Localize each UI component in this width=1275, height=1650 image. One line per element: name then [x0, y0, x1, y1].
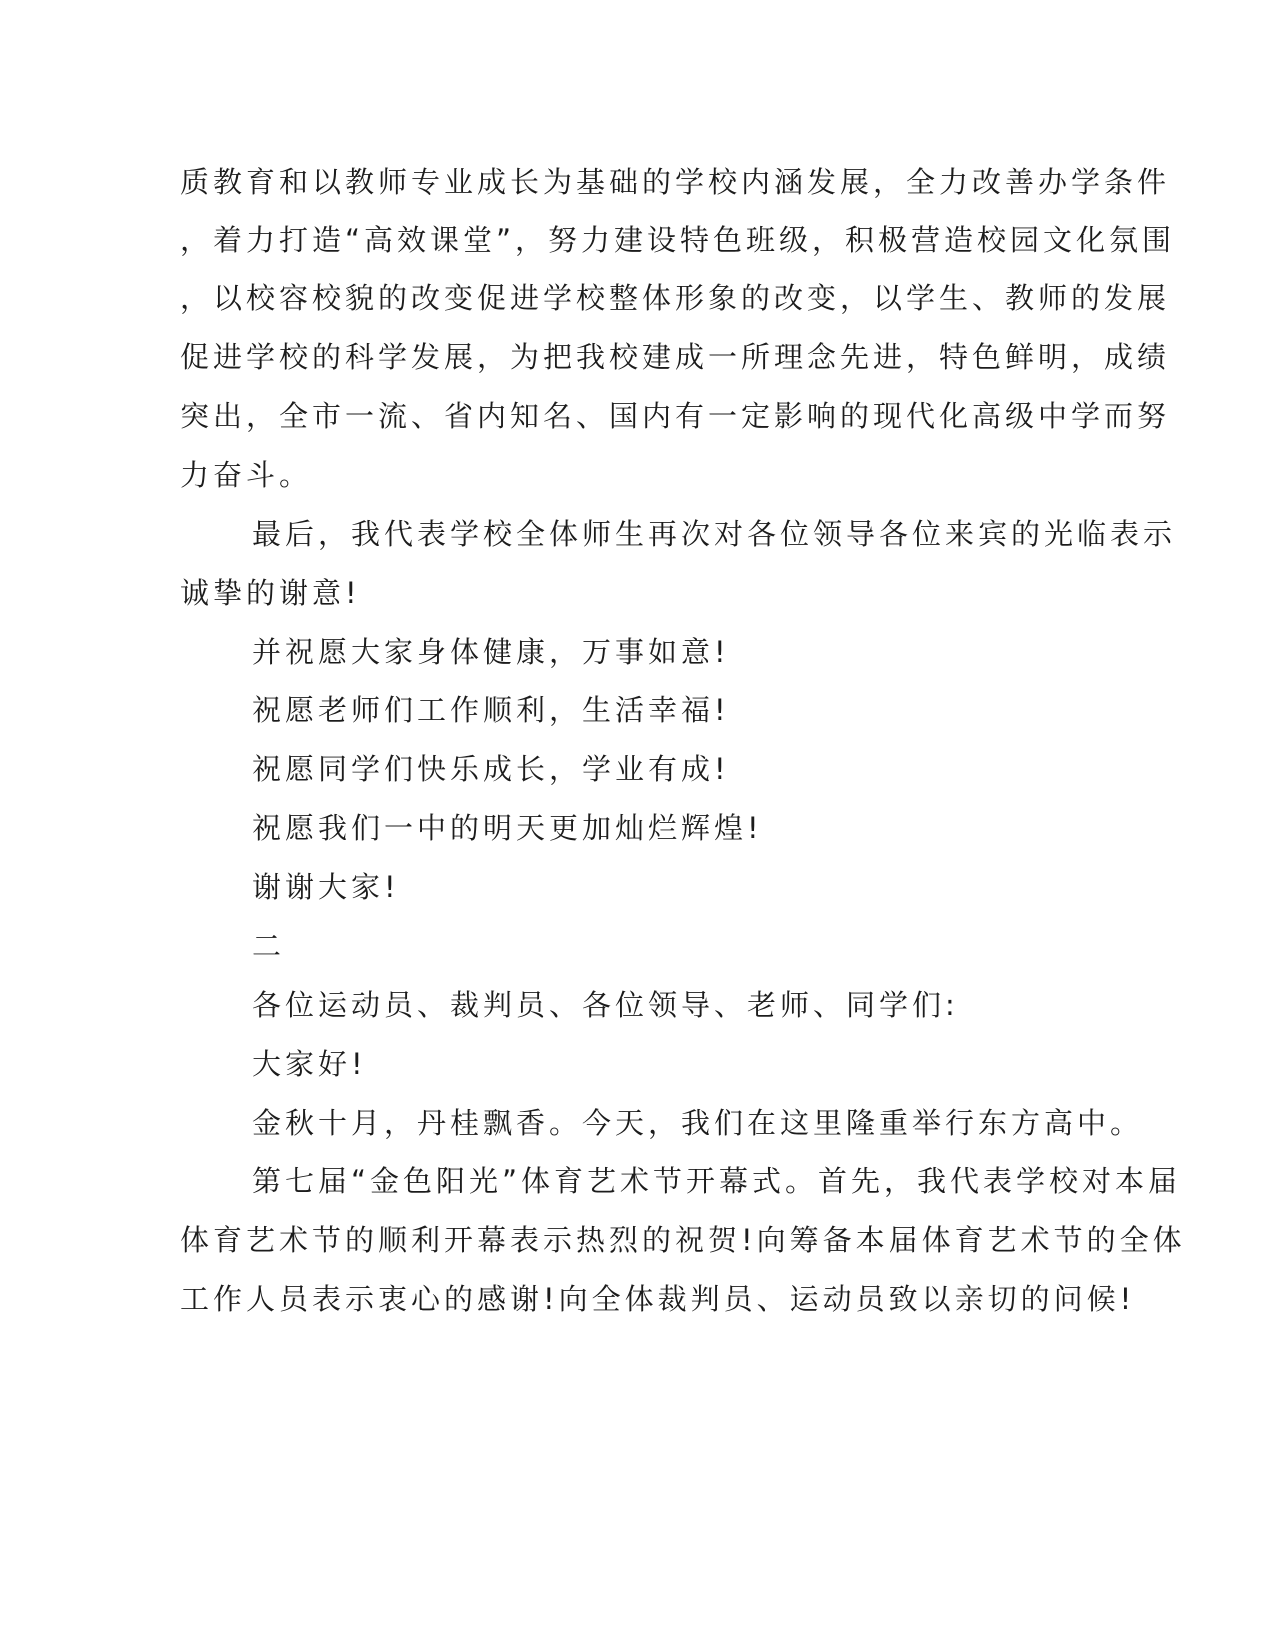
text-line-5: 突出，全市一流、省内知名、国内有一定影响的现代化高级中学而努 — [180, 399, 1171, 433]
text-line-3: ，以校容校貌的改变促进学校整体形象的改变，以学生、教师的发展 — [180, 281, 1171, 315]
text-line-17: 金秋十月，丹桂飘香。今天，我们在这里隆重举行东方高中。 — [252, 1106, 1144, 1140]
text-line-9: 并祝愿大家身体健康，万事如意! — [252, 635, 730, 669]
text-line-8: 诚挚的谢意! — [180, 576, 361, 610]
text-line-4: 促进学校的科学发展，为把我校建成一所理念先进，特色鲜明，成绩 — [180, 340, 1171, 374]
text-line-12: 祝愿我们一中的明天更加灿烂辉煌! — [252, 811, 763, 845]
section-number: 二 — [252, 929, 286, 963]
text-line-20: 工作人员表示衷心的感谢!向全体裁判员、运动员致以亲切的问候! — [180, 1282, 1136, 1316]
text-line-11: 祝愿同学们快乐成长，学业有成! — [252, 752, 730, 786]
text-line-19: 体育艺术节的顺利开幕表示热烈的祝贺!向筹备本届体育艺术节的全体 — [180, 1223, 1186, 1257]
salutation-line: 各位运动员、裁判员、各位领导、老师、同学们: — [252, 988, 959, 1022]
text-line-1: 质教育和以教师专业成长为基础的学校内涵发展，全力改善办学条件 — [180, 165, 1171, 199]
text-line-18: 第七届“金色阳光”体育艺术节开幕式。首先，我代表学校对本届 — [252, 1164, 1182, 1198]
text-line-2: ，着力打造“高效课堂”，努力建设特色班级，积极营造校园文化氛围 — [180, 223, 1176, 257]
text-line-10: 祝愿老师们工作顺利，生活幸福! — [252, 693, 730, 727]
text-line-13: 谢谢大家! — [252, 870, 400, 904]
greeting-line: 大家好! — [252, 1047, 367, 1081]
text-line-6: 力奋斗。 — [180, 458, 313, 492]
text-line-7: 最后，我代表学校全体师生再次对各位领导各位来宾的光临表示 — [252, 517, 1177, 551]
